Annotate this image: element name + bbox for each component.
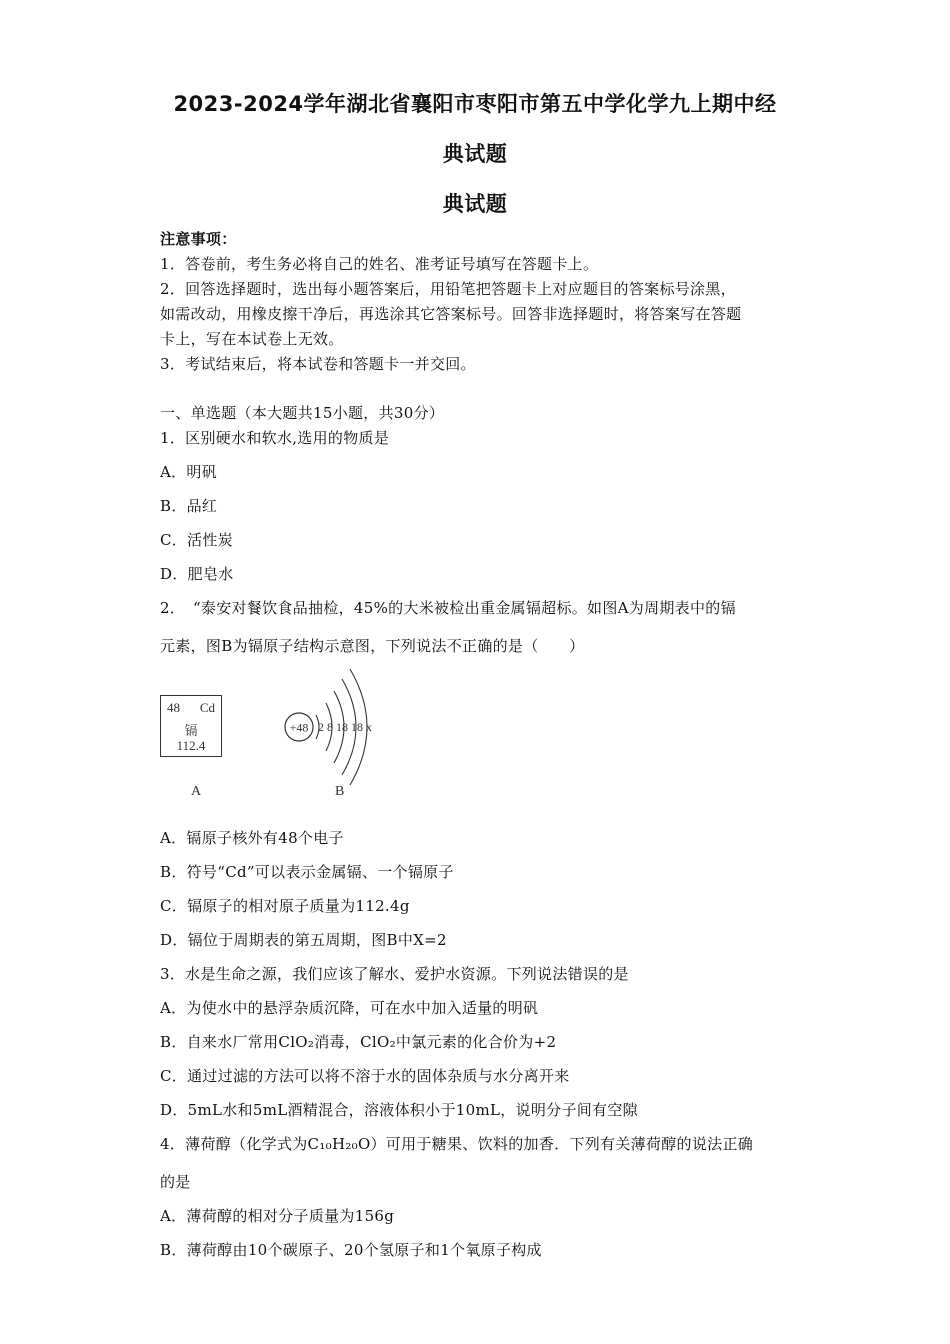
q2-stem-line2: 元素，图B为镉原子结构示意图，下列说法不正确的是（ ） [160, 637, 585, 655]
q1-option-a: A．明矾 [160, 463, 218, 481]
notice-item-2-line3: 卡上，写在本试卷上无效。 [160, 330, 344, 348]
q1-option-b: B．品红 [160, 497, 218, 515]
atomic-number: 48 [167, 700, 180, 715]
q2-option-d: D．镉位于周期表的第五周期，图B中X=2 [160, 931, 447, 949]
notice-item-2-line2: 如需改动，用橡皮擦干净后，再选涂其它答案标号。回答非选择题时，将答案写在答题 [160, 305, 742, 323]
q4-stem-line1: 4．薄荷醇（化学式为C₁₀H₂₀O）可用于糖果、饮料的加香．下列有关薄荷醇的说法正确 [160, 1135, 754, 1153]
atomic-structure-diagram [278, 665, 418, 805]
figure-label-a: A [191, 784, 202, 799]
q3-option-d: D．5mL水和5mL酒精混合，溶液体积小于10mL，说明分子间有空隙 [160, 1101, 638, 1119]
notice-heading: 注意事项： [160, 230, 237, 248]
q3-option-a: A．为使水中的悬浮杂质沉降，可在水中加入适量的明矾 [160, 999, 539, 1017]
q2-stem-line1: 2． “泰安对餐饮食品抽检，45%的大米被检出重金属镉超标。如图A为周期表中的镉 [160, 599, 736, 617]
nucleus-charge: +48 [289, 720, 309, 735]
q3-option-c: C．通过过滤的方法可以将不溶于水的固体杂质与水分离开来 [160, 1067, 570, 1085]
page-title-line2: 典试题 [442, 142, 508, 166]
q2-option-c: C．镉原子的相对原子质量为112.4g [160, 897, 410, 915]
q4-option-a: A．薄荷醇的相对分子质量为156g [160, 1207, 395, 1225]
element-name: 镉 [184, 723, 198, 738]
q4-option-b: B．薄荷醇由10个碳原子、20个氢原子和1个氧原子构成 [160, 1241, 542, 1259]
q4-stem-line2: 的是 [160, 1173, 191, 1191]
element-symbol: Cd [199, 700, 215, 715]
atomic-mass: 112.4 [176, 738, 206, 753]
periodic-table-cell [160, 695, 222, 757]
page-title-line1: 2023-2024学年湖北省襄阳市枣阳市第五中学化学九上期中经 [173, 92, 777, 116]
q1-stem: 1．区别硬水和软水,选用的物质是 [160, 429, 390, 447]
q2-option-b: B．符号“Cd”可以表示金属镉、一个镉原子 [160, 863, 454, 881]
q2-option-a: A．镉原子核外有48个电子 [160, 829, 344, 847]
shell-electron-counts: 2 8 18 18 x [318, 720, 372, 734]
notice-item-1: 1．答卷前，考生务必将自己的姓名、准考证号填写在答题卡上。 [160, 255, 599, 273]
figure-label-b: B [335, 784, 345, 799]
q3-stem: 3．水是生命之源，我们应该了解水、爱护水资源。下列说法错误的是 [160, 965, 629, 983]
cadmium-figure [158, 665, 418, 805]
notice-item-2-line1: 2．回答选择题时，选出每小题答案后，用铅笔把答题卡上对应题目的答案标号涂黑， [160, 280, 736, 298]
q1-option-c: C．活性炭 [160, 531, 233, 549]
notice-item-3: 3．考试结束后，将本试卷和答题卡一并交回。 [160, 355, 476, 373]
q1-option-d: D．肥皂水 [160, 565, 234, 583]
page-title-line3: 典试题 [442, 192, 508, 216]
q3-option-b: B．自来水厂常用ClO₂消毒，ClO₂中氯元素的化合价为+2 [160, 1033, 557, 1051]
section-heading: 一、单选题（本大题共15小题，共30分） [160, 404, 445, 422]
